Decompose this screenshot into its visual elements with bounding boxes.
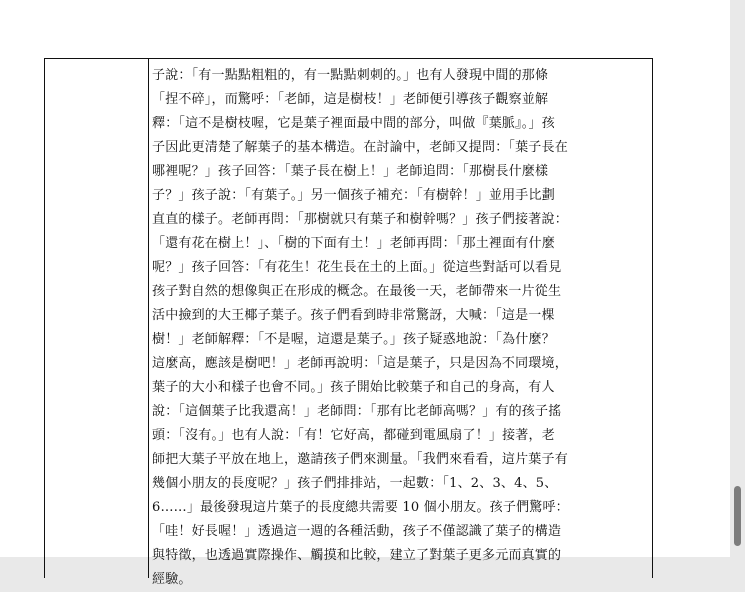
text-line: 孩子對自然的想像與正在形成的概念。在最後一天，老師帶來一片從生 <box>152 284 562 299</box>
scrollbar-thumb[interactable] <box>734 486 741 546</box>
text-line: 葉子的大小和樣子也會不同。」孩子開始比較葉子和自己的身高，有人 <box>152 380 555 395</box>
text-line: 呢？」孩子回答：「有花生！花生長在土的上面。」從這些對話可以看見 <box>152 260 562 275</box>
text-line: 6……」最後發現這片葉子的長度總共需要 10 個小朋友。孩子們驚呼： <box>152 500 569 515</box>
text-line: 與特徵，也透過實際操作、觸摸和比較，建立了對葉子更多元而真實的 <box>152 548 562 563</box>
text-line: 「還有花在樹上！」、「樹的下面有土！」老師再問：「那土裡面有什麼 <box>152 236 555 251</box>
text-line: 子因此更清楚了解葉子的基本構造。在討論中，老師又提問：「葉子長在 <box>152 140 568 155</box>
text-line: 師把大葉子平放在地上，邀請孩子們來測量。「我們來看看，這片葉子有 <box>152 452 568 467</box>
text-line: 頭：「沒有。」也有人說：「有！它好高，都碰到電風扇了！」接著，老 <box>152 428 555 443</box>
text-line: 子說：「有一點點粗粗的，有一點點刺刺的。」也有人發現中間的那條 <box>152 68 549 83</box>
text-line: 直直的樣子。老師再問：「那樹就只有葉子和樹幹嗎？」孩子們接著說： <box>152 212 568 227</box>
vertical-scrollbar[interactable] <box>730 0 745 557</box>
table-column-divider <box>148 58 149 578</box>
text-line: 哪裡呢？」孩子回答：「葉子長在樹上！」老師追問：「那樹長什麼樣 <box>152 164 549 179</box>
table-cell-text <box>152 64 622 592</box>
text-line: 釋：「這不是樹枝喔，它是葉子裡面最中間的部分，叫做『葉脈』。」孩 <box>152 116 555 131</box>
text-line: 「捏不碎」，而驚呼：「老師，這是樹枝！」老師便引導孩子觀察並解 <box>152 92 549 107</box>
text-line: 「哇！好長喔！」透過這一週的各種活動，孩子不僅認識了葉子的構造 <box>152 524 562 539</box>
text-line: 幾個小朋友的長度呢？」孩子們排排站，一起數：「1、2、3、4、5、 <box>152 476 558 491</box>
text-line: 經驗。 <box>152 572 192 587</box>
text-line: 活中撿到的大王椰子葉子。孩子們看到時非常驚訝，大喊：「這是一棵 <box>152 308 555 323</box>
text-line: 子？」孩子說：「有葉子。」另一個孩子補充：「有樹幹！」並用手比劃 <box>152 188 555 203</box>
text-line: 樹！」老師解釋：「不是喔，這還是葉子。」孩子疑惑地說：「為什麼？ <box>152 332 555 347</box>
text-line: 這麼高，應該是樹吧！」老師再說明：「這是葉子，只是因為不同環境， <box>152 356 568 371</box>
text-line: 說：「這個葉子比我還高！」老師問：「那有比老師高嗎？」有的孩子搖 <box>152 404 562 419</box>
